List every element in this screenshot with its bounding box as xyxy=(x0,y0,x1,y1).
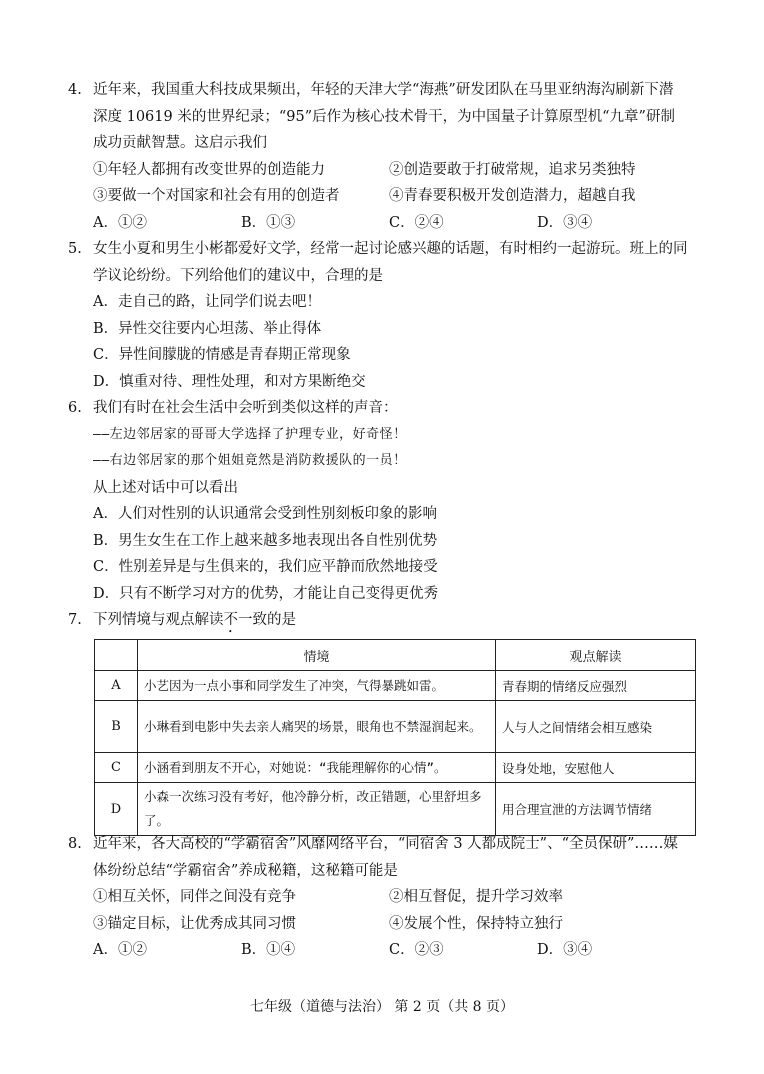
question-number: 6. xyxy=(68,400,82,416)
question-7 xyxy=(68,607,700,634)
question-stem: 下列情境与观点解读 xyxy=(93,612,224,628)
question-stem: 女生小夏和男生小彬都爱好文学，经常一起讨论感兴趣的话题，有时相约一起游玩。班上的同 xyxy=(93,241,688,257)
header-blank xyxy=(95,640,138,671)
question-stem: 深度 10619 米的世界纪录；“95”后作为核心技术骨干，为中国量子计算原型机“九章”研制 xyxy=(93,108,675,125)
table-row xyxy=(95,753,696,783)
table-row xyxy=(95,783,696,836)
question-stem: 近年来，我国重大科技成果频出，年轻的天津大学“海燕”研发团队在马里亚纳海沟刷新下潜 xyxy=(93,82,674,98)
option-d: D．慎重对待、理性处理，和对方果断绝交 xyxy=(93,373,366,390)
option-a: A．人们对性别的认识通常会受到性别刻板印象的影响 xyxy=(93,506,437,522)
question-stem: 体纷纷总结“学霸宿舍”养成秘籍，这秘籍可能是 xyxy=(93,862,398,879)
row-view: 人与人之间情绪会相互感染 xyxy=(496,701,696,753)
table-row xyxy=(95,671,696,701)
statement-1: ①年轻人都拥有改变世界的创造能力 xyxy=(93,161,325,178)
question-4 xyxy=(68,77,700,236)
row-situation: 小涵看到朋友不开心，对她说：“我能理解你的心情”。 xyxy=(138,753,496,783)
row-situation: 小森一次练习没有考好，他冷静分析，改正错题，心里舒坦多了。 xyxy=(138,783,496,836)
row-view: 设身处地，安慰他人 xyxy=(496,753,696,783)
option-a: A．①② xyxy=(93,942,147,958)
question-number: 4. xyxy=(68,82,82,98)
option-b: B．异性交往要内心坦荡、举止得体 xyxy=(93,320,322,337)
option-b: B．①③ xyxy=(241,214,296,231)
option-d: D．只有不断学习对方的优势，才能让自己变得更优秀 xyxy=(93,585,439,602)
dialogue-line-2: ——右边邻居家的那个姐姐竟然是消防救援队的一员！ xyxy=(93,453,407,468)
emphasis-text: 不 xyxy=(223,612,238,628)
statement-2: ②创造要敢于打破常规，追求另类独特 xyxy=(389,161,636,178)
row-view: 用合理宣泄的方法调节情绪 xyxy=(496,783,696,836)
header-view: 观点解读 xyxy=(496,640,696,671)
question-stem: 近年来，各大高校的“学霸宿舍”风靡网络平台，“同宿舍 3 人都成院士”、“全员保研”……媒 xyxy=(93,836,678,852)
question-number: 8. xyxy=(68,836,82,852)
row-key: A xyxy=(95,671,138,701)
question-stem: 学议论纷纷。下列给他们的建议中，合理的是 xyxy=(93,267,383,284)
situation-table xyxy=(94,639,696,836)
question-5 xyxy=(68,236,700,395)
header-situation: 情境 xyxy=(138,640,496,671)
row-key: C xyxy=(95,753,138,783)
row-situation: 小艺因为一点小事和同学发生了冲突，气得暴跳如雷。 xyxy=(138,671,496,701)
row-view: 青春期的情绪反应强烈 xyxy=(496,671,696,701)
option-c: C．②④ xyxy=(389,214,444,231)
option-a: A．走自己的路，让同学们说去吧！ xyxy=(93,294,321,310)
option-c: C．异性间朦胧的情感是青春期正常现象 xyxy=(93,347,351,363)
question-stem: 成功贡献智慧。这启示我们 xyxy=(93,135,267,151)
statement-4: ④青春要积极开发创造潜力，超越自我 xyxy=(389,188,636,204)
option-d: D．③④ xyxy=(537,214,593,231)
table-header-row xyxy=(95,640,696,671)
option-a: A．①② xyxy=(93,214,147,231)
question-stem: 我们有时在社会生活中会听到类似这样的声音： xyxy=(93,400,398,416)
row-key: B xyxy=(95,701,138,753)
dialogue-line-1: ——左边邻居家的哥哥大学选择了护理专业，好奇怪！ xyxy=(93,426,407,442)
option-c: C．性别差异是与生俱来的，我们应平静而欣然地接受 xyxy=(93,559,438,575)
page-footer: 七年级（道德与法治） 第 2 页（共 8 页） xyxy=(249,999,515,1015)
question-number: 7. xyxy=(68,612,82,628)
question-stem: 一致的是 xyxy=(238,612,296,628)
question-number: 5. xyxy=(68,241,82,257)
question-6 xyxy=(68,395,700,607)
option-b: B．①④ xyxy=(241,942,296,958)
option-d: D．③④ xyxy=(537,942,593,958)
option-c: C．②③ xyxy=(389,942,444,958)
statement-3: ③要做一个对国家和社会有用的创造者 xyxy=(93,188,340,204)
statement-2: ②相互督促，提升学习效率 xyxy=(389,889,563,905)
statement-1: ①相互关怀，同伴之间没有竞争 xyxy=(93,889,296,905)
option-b: B．男生女生在工作上越来越多地表现出各自性别优势 xyxy=(93,532,438,549)
question-stem: 从上述对话中可以看出 xyxy=(93,479,238,496)
statement-3: ③锚定目标，让优秀成其同习惯 xyxy=(93,915,296,932)
statement-4: ④发展个性，保持特立独行 xyxy=(389,915,563,932)
question-8 xyxy=(68,831,700,964)
row-key: D xyxy=(95,783,138,836)
table-row xyxy=(95,701,696,753)
row-situation: 小琳看到电影中失去亲人痛哭的场景，眼角也不禁湿润起来。 xyxy=(138,701,496,753)
